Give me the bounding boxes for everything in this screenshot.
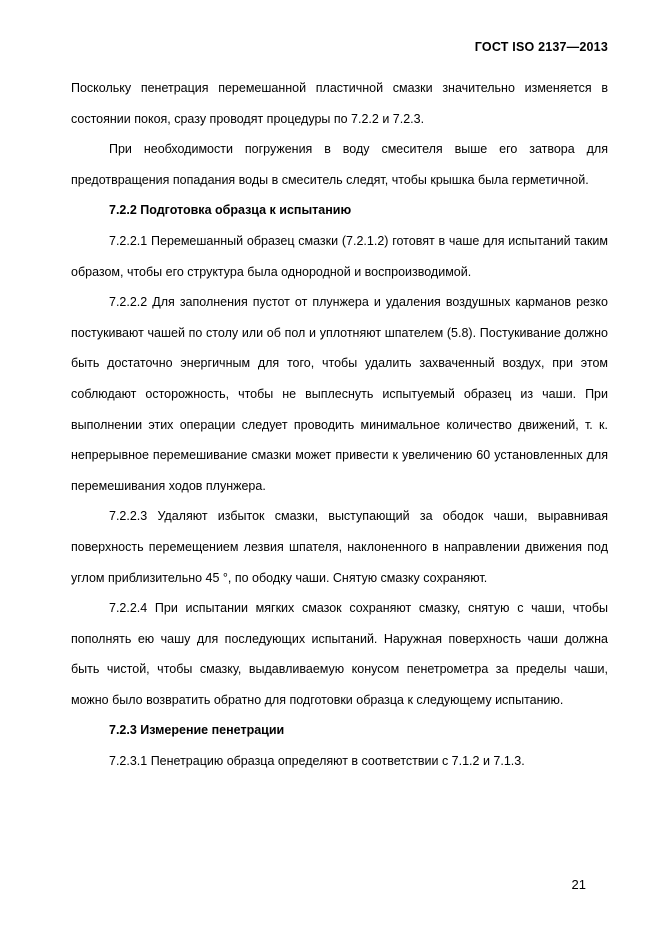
page-number: 21	[571, 877, 586, 892]
paragraph-7-2-2-2: 7.2.2.2 Для заполнения пустот от плунжера и удаления воздушных карманов резко постукивают чашей по столу или об пол и уплотняют шпателем (5.8). Постукивание должно быть достаточно энергичным для того, чтобы удалить захваченный воздух, при этом соблюдают осторожность, чтобы не выплеснуть испытуемый образец из чаши. При выполнении этих операции следует проводить минимальное количество движений, т. к. непрерывное перемешивание смазки может привести к увеличению 60 установленных для перемешивания ходов плунжера.	[71, 295, 608, 493]
paragraph-mixer-immersion: При необходимости погружения в воду смесителя выше его затвора для предотвращения попадания воды в смеситель следят, чтобы крышка была герметичной.	[71, 142, 608, 187]
section-heading-7-2-3: 7.2.3 Измерение пенетрации	[109, 723, 285, 738]
document-header: ГОСТ ISO 2137—2013	[474, 40, 608, 54]
paragraph-7-2-2-3: 7.2.2.3 Удаляют избыток смазки, выступающий за ободок чаши, выравнивая поверхность перемещением лезвия шпателя, наклоненного в направлении движения под углом приблизительно 45 °, по ободку чаши. Снятую смазку сохраняют.	[71, 509, 608, 585]
paragraph-7-2-3-1: 7.2.3.1 Пенетрацию образца определяют в соответствии с 7.1.2 и 7.1.3.	[109, 754, 525, 769]
paragraph-7-2-2-4: 7.2.2.4 При испытании мягких смазок сохраняют смазку, снятую с чаши, чтобы пополнять ею чашу для последующих испытаний. Наружная поверхность чаши должна быть чистой, чтобы смазку, выдавливаемую конусом пенетрометра за пределы чаши, можно было возвратить обратно для подготовки образца к следующему испытанию.	[71, 601, 608, 707]
paragraph-7-2-2-1: 7.2.2.1 Перемешанный образец смазки (7.2.1.2) готовят в чаше для испытаний таким образом, чтобы его структура была однородной и воспроизводимой.	[71, 233, 608, 279]
section-heading-7-2-2: 7.2.2 Подготовка образца к испытанию	[109, 203, 352, 218]
document-body	[71, 73, 608, 777]
paragraph-penetration-rest: Поскольку пенетрация перемешанной пластичной смазки значительно изменяется в состоянии покоя, сразу проводят процедуры по 7.2.2 и 7.2.3.	[71, 81, 608, 126]
